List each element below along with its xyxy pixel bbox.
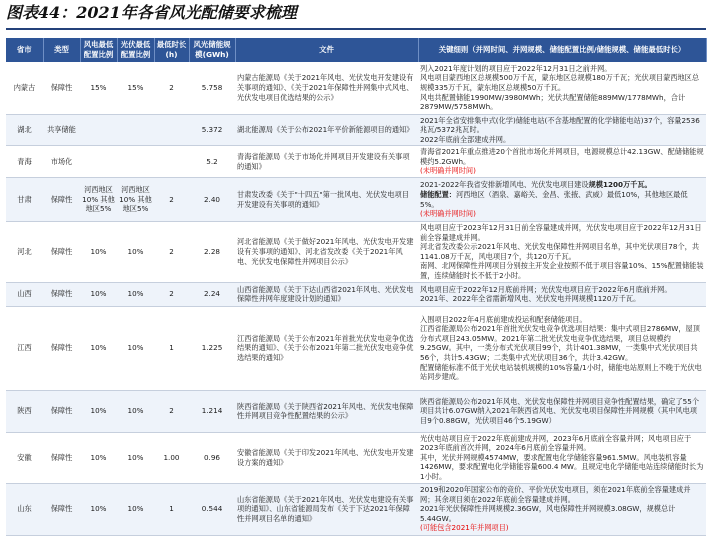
cell-province: 陕西 [6, 390, 43, 432]
red-note: (未明确并网时间) [420, 209, 476, 219]
cell-pv-ratio: 10% [117, 222, 154, 283]
cell-province: 山东 [6, 483, 43, 535]
col-header-storage-scale: 风光储能规模(GWh) [189, 38, 235, 62]
red-note: (未明确并网时间) [420, 166, 476, 176]
cell-wind-ratio [80, 146, 117, 178]
cell-wind-ratio: 河西地区10% 其他地区5% [80, 178, 117, 222]
cell-document: 陕西省能源局《关于陕西省2021年风电、光伏发电保障性并网项目竞争性配置结果的公示》 [235, 390, 418, 432]
cell-pv-ratio [117, 146, 154, 178]
cell-type: 市场化 [43, 146, 80, 178]
cell-storage-scale: 2.24 [189, 282, 235, 306]
col-header-province: 省市 [6, 38, 43, 62]
cell-type: 保障性 [43, 62, 80, 114]
cell-document: 湖北能源局《关于公布2021年平价新能源项目的通知》 [235, 114, 418, 146]
cell-province: 湖北 [6, 114, 43, 146]
cell-hours: 2 [154, 62, 189, 114]
cell-key-details: 风电项目应于2023年12月31日前全容量建成并网，光伏发电项目应于2022年12月31日前全容量建成并网。 河北省发改委公示2021年风电、光伏发电保障性并网项目名单，其中光伏项目78个，共1141.08万千瓦，风电项目7个，共120万千瓦。 南网、北网保障性并网项目分别按主开发企业按照不低于项目容量10%、15%配置储能装置，连续储能时长不低于2小时。 [418, 222, 706, 283]
cell-key-details: 列入2021年度计划的项目应于2022年12月31日之前并网。 风电项目蒙西地区总规模500万千瓦，蒙东地区总规模180万千瓦；光伏项目蒙西地区总规模335万千瓦，蒙东地区总规模50万千瓦。 风电共配置储能1990MW/3980MWh；光伏共配置储能889MW/1778MWh，合计2879MW/5758MWh。 [418, 62, 706, 114]
cell-key-details: 入围项目2022年4月底前建成投运和配套储能项目。 江西省能源局公布2021年首批光伏发电竞争优选项目结果：集中式项目2786MW，屋顶分布式项目243.05MW。2021年第二批光伏发电竞争优选结果，项目总规模约9.25GW。其中，一类分布式光伏项目99个，共计401.38MW，一类集中式光伏项目共56个，共计5.43GW；二类集中式光伏项目36个，共计3.42GW。 配置储能标准不低于光伏电站装机规模的10%容量/1小时，储能电站原则上不晚于光伏电站同步建成。 [418, 306, 706, 390]
table-row [6, 282, 706, 306]
cell-province: 安徽 [6, 432, 43, 483]
cell-hours: 1 [154, 306, 189, 390]
cell-pv-ratio: 河西地区10% 其他地区5% [117, 178, 154, 222]
cell-storage-scale: 1.225 [189, 306, 235, 390]
cell-wind-ratio: 15% [80, 62, 117, 114]
cell-hours: 2 [154, 222, 189, 283]
cell-storage-scale: 0.96 [189, 432, 235, 483]
cell-type: 保障性 [43, 306, 80, 390]
cell-document: 河北省能源局《关于做好2021年风电、光伏发电开发建设有关事项的通知》、河北省发改委《关于2021年风电、光伏发电保障性并网项目公示》 [235, 222, 418, 283]
cell-storage-scale: 2.40 [189, 178, 235, 222]
cell-type: 共享储能 [43, 114, 80, 146]
cell-document: 青海省能源局《关于市场化并网项目开发建设有关事项的通知》 [235, 146, 418, 178]
cell-province: 甘肃 [6, 178, 43, 222]
cell-province: 河北 [6, 222, 43, 283]
cell-document: 山东省能源局《关于2021年风电、光伏发电建设有关事项的通知》、山东省能源局发布《关于下达2021年保障性并网项目名单的通知》 [235, 483, 418, 535]
detail-label: 储能配置： [420, 189, 456, 199]
policy-table [6, 38, 707, 536]
cell-document: 安徽省能源局《关于印发2021年风电、光伏发电开发建设方案的通知》 [235, 432, 418, 483]
cell-wind-ratio: 10% [80, 282, 117, 306]
cell-storage-scale: 2.28 [189, 222, 235, 283]
cell-type: 保障性 [43, 282, 80, 306]
cell-hours: 2 [154, 282, 189, 306]
col-header-hours: 最低时长(h) [154, 38, 189, 62]
cell-wind-ratio: 10% [80, 390, 117, 432]
cell-key-details: 光伏电站项目应于2022年底前建成并网，2023年6月底前全容量并网；风电项目应于2023年底前首次并网，2024年6月底前全容量并网。 其中，光伏并网规模4574MW，要求配置电化学储能容量961.5MW。风电装机容量1426MW，要求配置电化学储能容量600.4 MW。且规定电化学储能电站连续储能时长为1小时。 [418, 432, 706, 483]
cell-key-details: 2021年全省安排集中式(化学)储能电站(不含基地配置的化学储能电站)37个，容量2536兆瓦/5372兆瓦时。 2022年底前全部建成并网。 [418, 114, 706, 146]
cell-type: 保障性 [43, 432, 80, 483]
red-note: (可能包含2021年并网项目) [420, 523, 509, 533]
table-row [6, 62, 706, 114]
cell-storage-scale: 1.214 [189, 390, 235, 432]
cell-wind-ratio [80, 114, 117, 146]
cell-hours: 2 [154, 178, 189, 222]
cell-key-details: 2019和2020年国家公布的竞价、平价光伏发电项目，须在2021年底前全容量建成并网；其余项目须在2022年底前全容量建成并网。 2021年光伏保障性并网规模2.36GW，风电保障性并网规模3.08GW，规模总计5.44GW。 (可能包含2021年并网项目) [418, 483, 706, 535]
cell-pv-ratio [117, 114, 154, 146]
cell-storage-scale: 5.2 [189, 146, 235, 178]
col-header-wind-ratio: 风电最低配置比例 [80, 38, 117, 62]
cell-document: 山西省能源局《关于下达山西省2021年风电、光伏发电保障性并网年度建设计划的通知》 [235, 282, 418, 306]
cell-province: 青海 [6, 146, 43, 178]
cell-hours [154, 146, 189, 178]
cell-wind-ratio: 10% [80, 306, 117, 390]
cell-pv-ratio: 10% [117, 282, 154, 306]
cell-document: 甘肃发改委《关于"十四五"第一批风电、光伏发电项目开发建设有关事项的通知》 [235, 178, 418, 222]
chart-title: 图表44：2021年各省风光配储要求梳理 [6, 0, 706, 30]
cell-hours [154, 114, 189, 146]
cell-document: 内蒙古能源局《关于2021年风电、光伏发电开发建设有关事项的通知》、《关于2021年保障性并网集中式风电、光伏发电项目优选结果的公示》 [235, 62, 418, 114]
cell-pv-ratio: 10% [117, 483, 154, 535]
cell-type: 保障性 [43, 222, 80, 283]
cell-hours: 2 [154, 390, 189, 432]
cell-pv-ratio: 10% [117, 390, 154, 432]
cell-type: 保障性 [43, 483, 80, 535]
table-header-row [6, 38, 706, 62]
table-row [6, 390, 706, 432]
detail-bold-text: 规模1200万千瓦。 [588, 180, 652, 190]
table-row [6, 178, 706, 222]
cell-storage-scale: 5.372 [189, 114, 235, 146]
cell-pv-ratio: 15% [117, 62, 154, 114]
cell-key-details: 2021-2022年我省安排新增风电、光伏发电项目建设规模1200万千瓦。 储能配置：河西地区（酒泉、嘉峪关、金昌、张掖、武威）最低10%，其他地区最低5%。 (未明确并网时间) [418, 178, 706, 222]
col-header-pv-ratio: 光伏最低配置比例 [117, 38, 154, 62]
cell-wind-ratio: 10% [80, 483, 117, 535]
table-row [6, 222, 706, 283]
table-row [6, 114, 706, 146]
cell-document: 江西省能源局《关于公布2021年首批光伏发电竞争优选结果的通知》、《关于公布2021年第二批光伏发电竞争优选结果的通知》 [235, 306, 418, 390]
table-row [6, 146, 706, 178]
cell-hours: 1 [154, 483, 189, 535]
cell-wind-ratio: 10% [80, 222, 117, 283]
cell-key-details: 风电项目应于2022年12月底前并网；光伏发电项目应于2022年6月底前并网。 2021年、2022年全省需新增风电、光伏发电并网规模1120万千瓦。 [418, 282, 706, 306]
table-row [6, 306, 706, 390]
col-header-type: 类型 [43, 38, 80, 62]
cell-wind-ratio: 10% [80, 432, 117, 483]
cell-pv-ratio: 10% [117, 306, 154, 390]
cell-storage-scale: 0.544 [189, 483, 235, 535]
col-header-document: 文件 [235, 38, 418, 62]
cell-province: 江西 [6, 306, 43, 390]
col-header-key-details: 关键细则（并网时间、并网规模、储能配置比例/储能规模、储能最低时长） [418, 38, 706, 62]
cell-type: 保障性 [43, 390, 80, 432]
table-row [6, 432, 706, 483]
cell-key-details: 青海省2021年重点推进20个首批市场化并网项目，电源规模总计42.13GW、配储储能规模约5.2GWh。 (未明确并网时间) [418, 146, 706, 178]
cell-pv-ratio: 10% [117, 432, 154, 483]
cell-type: 保障性 [43, 178, 80, 222]
cell-key-details: 陕西省能源局公布2021年风电、光伏发电保障性并网项目竞争性配置结果，确定了55个项目共计6.07GW纳入2021年陕西省风电、光伏发电项目保障性并网规模（其中风电项目9个0.88GW，光伏项目46个5.19GW） [418, 390, 706, 432]
cell-province: 山西 [6, 282, 43, 306]
cell-province: 内蒙古 [6, 62, 43, 114]
table-row [6, 483, 706, 535]
cell-hours: 1.00 [154, 432, 189, 483]
cell-storage-scale: 5.758 [189, 62, 235, 114]
